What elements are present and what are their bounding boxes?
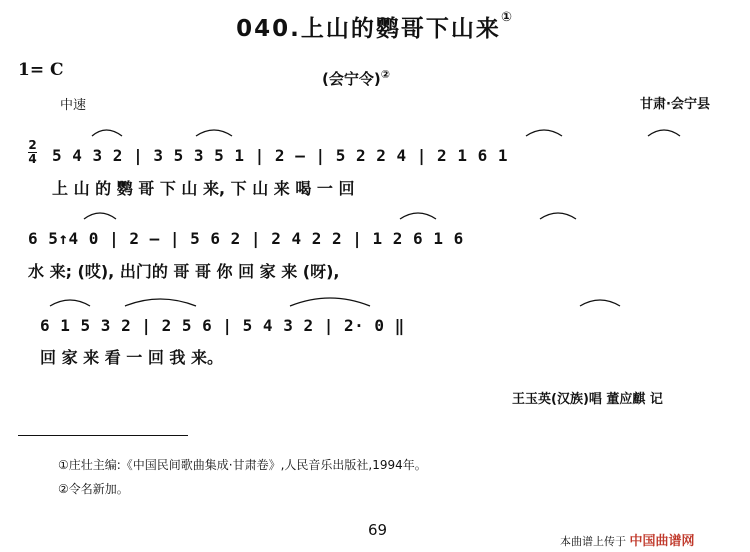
subtitle-footnote-marker: ② <box>380 68 391 81</box>
notation-line-2: 6 5↑4 0 | 2 – | 5 6 2 | 2 4 2 2 | 1 2 6 1 6 <box>28 229 464 248</box>
footnote-2: ②令名新加。 <box>58 482 129 496</box>
watermark-prefix: 本曲谱上传于 <box>560 535 626 548</box>
song-title: 040.上山的鹦哥下山来① <box>236 10 514 42</box>
page-number: 69 <box>368 521 388 539</box>
lyrics-line-2: 水 来; (哎), 出门的 哥 哥 你 回 家 来 (呀), <box>28 262 340 281</box>
slur <box>50 300 90 306</box>
meter-top: 2 <box>28 138 37 152</box>
slur <box>196 130 232 136</box>
slur <box>648 130 680 136</box>
watermark <box>560 530 695 549</box>
slur <box>290 298 370 306</box>
slur <box>400 213 436 219</box>
subtitle: (会宁令)② <box>322 68 391 88</box>
performer-credit: 王玉英(汉族)唱 董应麒 记 <box>512 392 663 407</box>
footnote-divider <box>18 435 188 436</box>
slur <box>526 130 562 136</box>
lyrics-line-1: 上 山 的 鹦 哥 下 山 来, 下 山 来 喝 一 回 <box>52 179 355 198</box>
slur <box>84 213 116 219</box>
lyrics-line-3: 回 家 来 看 一 回 我 来。 <box>40 348 223 367</box>
origin-label: 甘肃·会宁县 <box>640 97 710 112</box>
watermark-brand: 中国曲谱网 <box>629 534 695 549</box>
title-footnote-marker: ① <box>500 10 514 25</box>
slur <box>540 213 576 219</box>
slur <box>92 130 122 136</box>
footnote-1: ①庄壮主编:《中国民间歌曲集成·甘肃卷》,人民音乐出版社,1994年。 <box>58 458 427 472</box>
tempo-marking: 中速 <box>60 98 87 113</box>
key-signature: 1= C <box>18 60 64 80</box>
notation-line-3: 6 1 5 3 2 | 2 5 6 | 5 4 3 2 | 2· 0 ‖ <box>40 316 405 335</box>
slur <box>580 300 620 306</box>
notation-line-1: 5 4 3 2 | 3 5 3 5 1 | 2 – | 5 2 2 4 | 2 1 6 1 <box>52 146 508 165</box>
meter-bottom: 4 <box>28 152 37 166</box>
slur <box>125 299 196 306</box>
